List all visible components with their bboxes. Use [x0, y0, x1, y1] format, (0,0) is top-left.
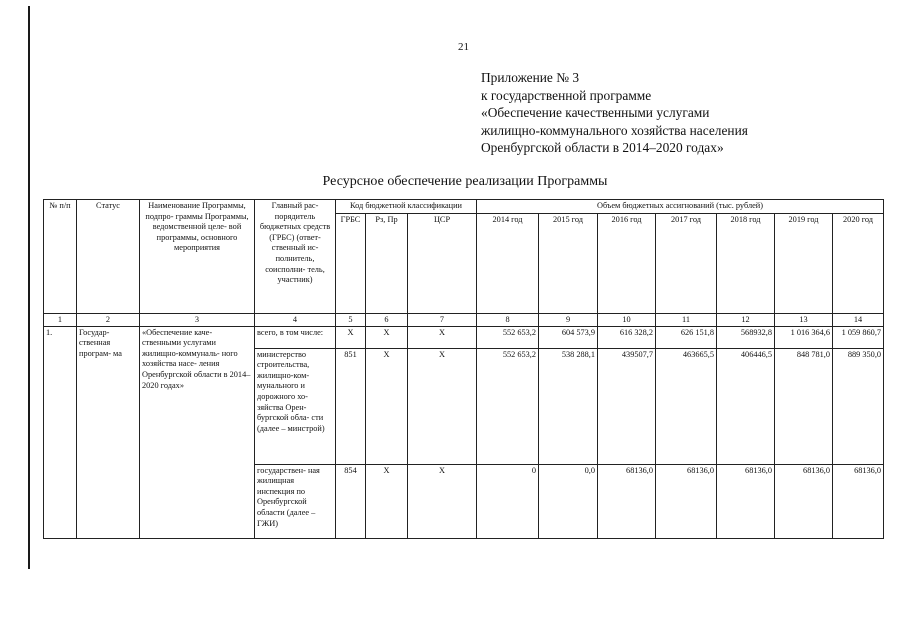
row-value-2016: 616 328,2 — [598, 326, 656, 348]
header-year-2015: 2015 год — [539, 213, 598, 313]
row-grbs: Х — [336, 326, 366, 348]
row-value-2017: 463665,5 — [656, 348, 717, 464]
row-executor: министерство строительства, жилищно-ком- мунального и дорожного хо- зяйства Орен- бургской обла- сти (далее – минстрой) — [255, 348, 336, 464]
column-number: 1 — [44, 313, 77, 326]
header-status: Статус — [77, 200, 140, 314]
resource-table — [43, 199, 884, 539]
row-value-2018: 68136,0 — [717, 464, 775, 538]
row-csr: Х — [408, 464, 477, 538]
row-value-2015: 0,0 — [539, 464, 598, 538]
appendix-line: жилищно-коммунального хозяйства населения — [481, 122, 748, 138]
header-year-2018: 2018 год — [717, 213, 775, 313]
row-value-2019: 848 781,0 — [775, 348, 833, 464]
row-grbs: 851 — [336, 348, 366, 464]
appendix-line: Оренбургской области в 2014–2020 годах» — [481, 140, 724, 155]
row-grbs: 854 — [336, 464, 366, 538]
row-value-2019: 68136,0 — [775, 464, 833, 538]
header-year-2014: 2014 год — [477, 213, 539, 313]
row-value-2017: 626 151,8 — [656, 326, 717, 348]
column-number: 14 — [833, 313, 884, 326]
column-number: 4 — [255, 313, 336, 326]
header-volume: Объем бюджетных ассигнований (тыс. рублей) — [477, 200, 884, 214]
row-csr: Х — [408, 326, 477, 348]
row-value-2017: 68136,0 — [656, 464, 717, 538]
header-rzpr: Рз, Пр — [366, 213, 408, 313]
row-value-2014: 0 — [477, 464, 539, 538]
appendix-heading — [481, 69, 748, 157]
header-year-2019: 2019 год — [775, 213, 833, 313]
row-executor: государствен- ная жилищная инспекция по Оренбургской области (далее – ГЖИ) — [255, 464, 336, 538]
column-number: 12 — [717, 313, 775, 326]
header-budget-code: Код бюджетной классификации — [336, 200, 477, 214]
header-year-2020: 2020 год — [833, 213, 884, 313]
row-csr: Х — [408, 348, 477, 464]
row-value-2020: 1 059 860,7 — [833, 326, 884, 348]
column-number: 7 — [408, 313, 477, 326]
page-edge-line — [28, 6, 30, 569]
header-no: № п/п — [44, 200, 77, 314]
appendix-line: «Обеспечение качественными услугами — [481, 105, 710, 120]
column-number: 9 — [539, 313, 598, 326]
column-number: 2 — [77, 313, 140, 326]
header-name: Наименование Программы, подпро- граммы Программы, ведомственной целе- вой программы, основного мероприятия — [140, 200, 255, 314]
row-number: 1. — [44, 326, 77, 538]
row-rzpr: Х — [366, 326, 408, 348]
row-value-2018: 568932,8 — [717, 326, 775, 348]
column-number: 8 — [477, 313, 539, 326]
row-executor: всего, в том числе: — [255, 326, 336, 348]
header-year-2017: 2017 год — [656, 213, 717, 313]
column-number: 6 — [366, 313, 408, 326]
header-year-2016: 2016 год — [598, 213, 656, 313]
row-status: Государ- ственная програм- ма — [77, 326, 140, 538]
row-rzpr: Х — [366, 464, 408, 538]
row-value-2020: 68136,0 — [833, 464, 884, 538]
header-grbs: ГРБС — [336, 213, 366, 313]
row-value-2018: 406446,5 — [717, 348, 775, 464]
header-row-top — [44, 200, 884, 214]
column-number: 3 — [140, 313, 255, 326]
row-rzpr: Х — [366, 348, 408, 464]
header-csr: ЦСР — [408, 213, 477, 313]
header-executor: Главный рас- порядитель бюджетных средств (ГРБС) (ответ- ственный ис- полнитель, соисполни- тель, участник) — [255, 200, 336, 314]
row-value-2019: 1 016 364,6 — [775, 326, 833, 348]
row-value-2016: 68136,0 — [598, 464, 656, 538]
row-program-name: «Обеспечение каче- ственными услугами жилищно-коммуналь- ного хозяйства насе- ления Оренбургской области в 2014– 2020 годах» — [140, 326, 255, 538]
column-number-row — [44, 313, 884, 326]
document-title: Ресурсное обеспечение реализации Программы — [322, 174, 608, 189]
column-number: 5 — [336, 313, 366, 326]
appendix-line: к государственной программе — [481, 87, 652, 103]
table-row-total — [44, 326, 884, 348]
row-value-2014: 552 653,2 — [477, 326, 539, 348]
column-number: 13 — [775, 313, 833, 326]
column-number: 10 — [598, 313, 656, 326]
page-number: 21 — [458, 41, 469, 53]
appendix-line: Приложение № 3 — [481, 70, 580, 85]
row-value-2016: 439507,7 — [598, 348, 656, 464]
row-value-2015: 604 573,9 — [539, 326, 598, 348]
row-value-2020: 889 350,0 — [833, 348, 884, 464]
row-value-2014: 552 653,2 — [477, 348, 539, 464]
column-number: 11 — [656, 313, 717, 326]
row-value-2015: 538 288,1 — [539, 348, 598, 464]
